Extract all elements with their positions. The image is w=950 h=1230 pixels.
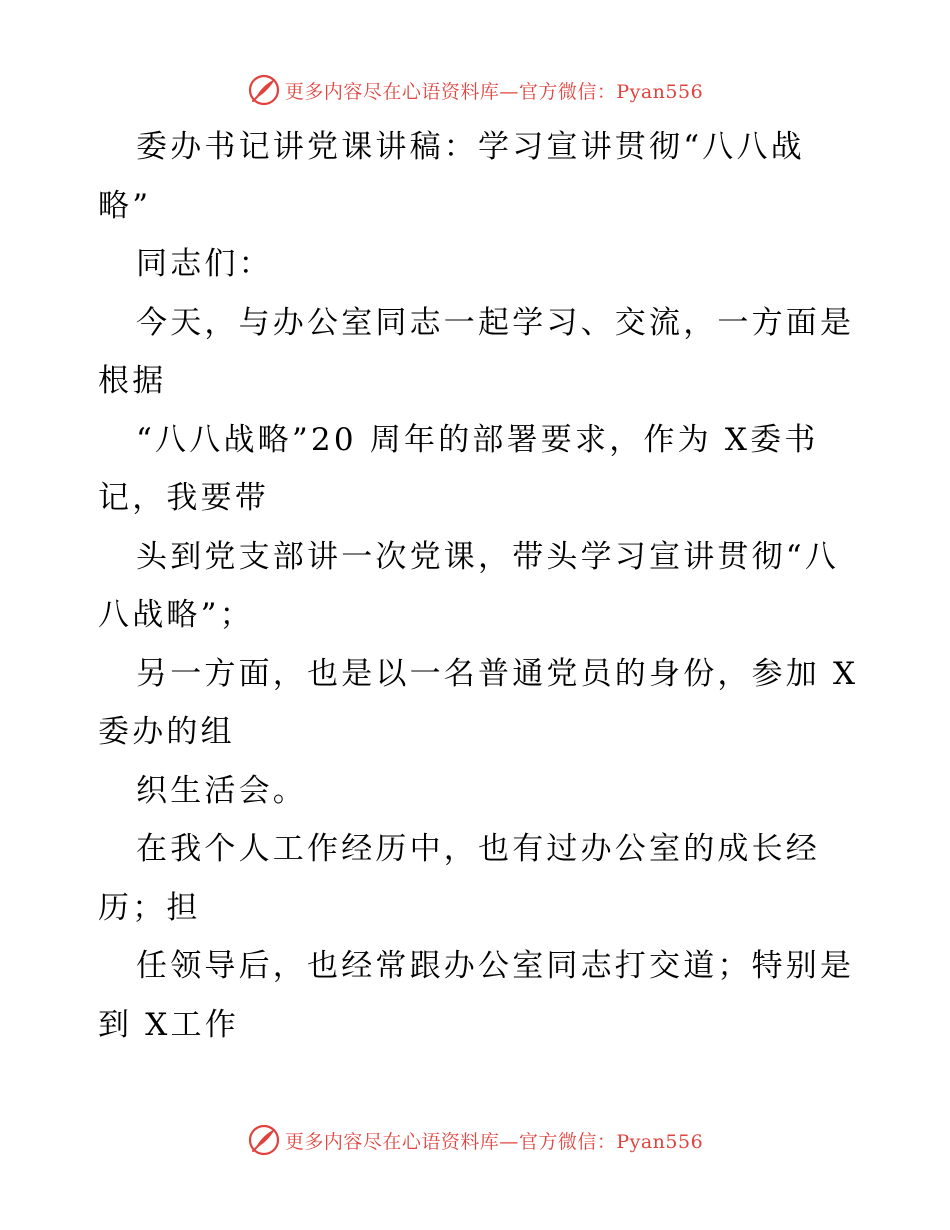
text-line: 另一方面，也是以一名普通党员的身份，参加 X (136, 655, 859, 692)
text-line: 任领导后，也经常跟办公室同志打交道；特别是 (136, 948, 855, 984)
text-line: 织生活会。 (136, 772, 307, 809)
text-line: 委办的组 (98, 714, 235, 750)
watermark-header (0, 70, 950, 110)
feather-pen-logo-icon (247, 1123, 281, 1157)
watermark-text: 更多内容尽在心语资料库—官方微信：Pyan556 (284, 80, 704, 103)
text-line: 八战略”； (98, 597, 254, 633)
text-line: 同志们： (136, 246, 273, 282)
text-line: 根据 (98, 363, 167, 399)
text-line: 到 X工作 (98, 1006, 239, 1043)
text-line: 委办书记讲党课讲稿：学习宣讲贯彻“八八战 (136, 129, 805, 165)
watermark-text: 更多内容尽在心语资料库—官方微信：Pyan556 (284, 1130, 704, 1153)
text-line: 记，我要带 (98, 480, 269, 516)
text-line: 在我个人工作经历中，也有过办公室的成长经 (136, 831, 820, 867)
text-line: 头到党支部讲一次党课，带头学习宣讲贯彻“八 (136, 538, 840, 575)
text-line: 略” (98, 187, 152, 224)
text-line: 历；担 (98, 889, 201, 926)
document-body (98, 118, 858, 1054)
watermark-footer (0, 1120, 950, 1160)
feather-pen-logo-icon (247, 73, 281, 107)
text-line: 今天，与办公室同志一起学习、交流，一方面是 (136, 304, 855, 341)
text-line: “八八战略”20 周年的部署要求，作为 X委书 (136, 421, 819, 458)
